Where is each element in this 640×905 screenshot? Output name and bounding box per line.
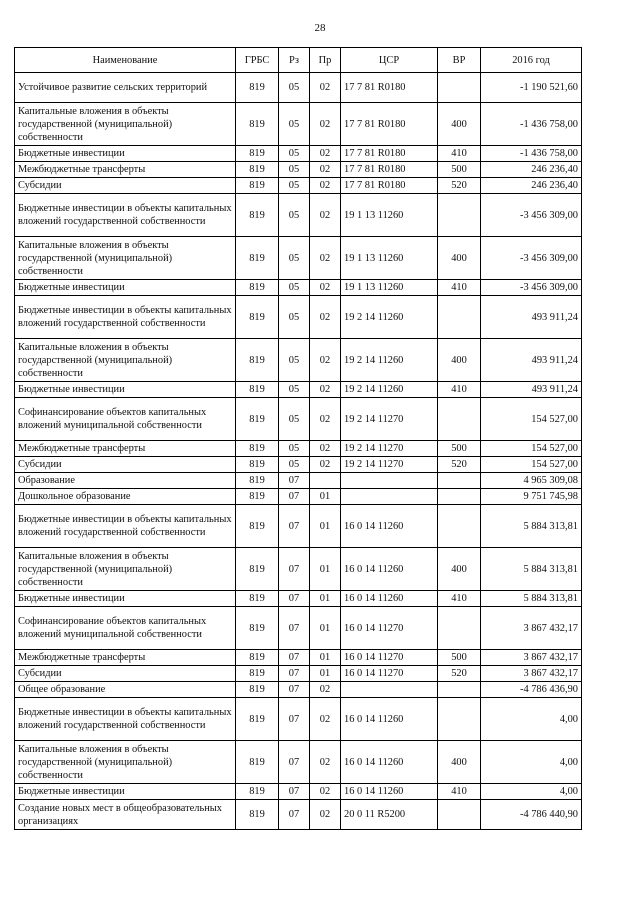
cell-grbs: 819: [236, 194, 279, 237]
cell-pr: 02: [310, 237, 341, 280]
cell-pr: 02: [310, 398, 341, 441]
cell-grbs: 819: [236, 146, 279, 162]
cell-grbs: 819: [236, 682, 279, 698]
cell-csr: 19 1 13 11260: [341, 194, 438, 237]
cell-sum-2016: 4,00: [481, 784, 582, 800]
cell-rz: 07: [279, 741, 310, 784]
cell-name: Бюджетные инвестиции: [15, 784, 236, 800]
cell-vr: 500: [438, 650, 481, 666]
cell-name: Софинансирование объектов капитальных вложений муниципальной собственности: [15, 607, 236, 650]
cell-sum-2016: -3 456 309,00: [481, 280, 582, 296]
cell-csr: [341, 473, 438, 489]
cell-rz: 05: [279, 457, 310, 473]
cell-rz: 07: [279, 591, 310, 607]
cell-rz: 07: [279, 489, 310, 505]
cell-csr: 16 0 14 11260: [341, 784, 438, 800]
cell-vr: 410: [438, 591, 481, 607]
cell-rz: 05: [279, 194, 310, 237]
cell-rz: 07: [279, 698, 310, 741]
table-row: [15, 382, 582, 398]
table-row: [15, 784, 582, 800]
cell-csr: 19 2 14 11270: [341, 398, 438, 441]
cell-csr: 19 2 14 11260: [341, 296, 438, 339]
cell-csr: 17 7 81 R0180: [341, 146, 438, 162]
cell-pr: 01: [310, 591, 341, 607]
cell-pr: 02: [310, 296, 341, 339]
cell-name: Бюджетные инвестиции: [15, 382, 236, 398]
cell-vr: 400: [438, 103, 481, 146]
cell-sum-2016: 5 884 313,81: [481, 505, 582, 548]
table-row: [15, 398, 582, 441]
cell-vr: 410: [438, 146, 481, 162]
column-header-year: 2016 год: [481, 48, 582, 73]
cell-csr: 16 0 14 11270: [341, 607, 438, 650]
table-row: [15, 162, 582, 178]
cell-grbs: 819: [236, 296, 279, 339]
cell-rz: 07: [279, 784, 310, 800]
cell-rz: 05: [279, 178, 310, 194]
cell-pr: 01: [310, 548, 341, 591]
cell-vr: 520: [438, 178, 481, 194]
cell-rz: 05: [279, 339, 310, 382]
table-row: [15, 280, 582, 296]
cell-grbs: 819: [236, 103, 279, 146]
cell-vr: 410: [438, 784, 481, 800]
table-row: [15, 548, 582, 591]
table-row: [15, 607, 582, 650]
column-header-vr: ВР: [438, 48, 481, 73]
cell-grbs: 819: [236, 457, 279, 473]
cell-vr: [438, 800, 481, 830]
table-row: [15, 505, 582, 548]
cell-csr: 19 2 14 11260: [341, 339, 438, 382]
cell-csr: 16 0 14 11260: [341, 698, 438, 741]
cell-vr: [438, 473, 481, 489]
cell-grbs: 819: [236, 73, 279, 103]
cell-rz: 07: [279, 666, 310, 682]
cell-csr: 19 1 13 11260: [341, 237, 438, 280]
cell-grbs: 819: [236, 591, 279, 607]
cell-grbs: 819: [236, 698, 279, 741]
cell-name: Общее образование: [15, 682, 236, 698]
cell-vr: 500: [438, 441, 481, 457]
cell-rz: 07: [279, 682, 310, 698]
table-row: [15, 666, 582, 682]
table-row: [15, 741, 582, 784]
cell-vr: 400: [438, 237, 481, 280]
cell-sum-2016: 493 911,24: [481, 382, 582, 398]
cell-sum-2016: 5 884 313,81: [481, 548, 582, 591]
cell-grbs: 819: [236, 650, 279, 666]
table-row: [15, 146, 582, 162]
cell-sum-2016: 246 236,40: [481, 162, 582, 178]
cell-grbs: 819: [236, 784, 279, 800]
cell-rz: 05: [279, 237, 310, 280]
cell-rz: 07: [279, 505, 310, 548]
cell-name: Капитальные вложения в объекты государственной (муниципальной) собственности: [15, 237, 236, 280]
column-header-pr: Пр: [310, 48, 341, 73]
cell-csr: 16 0 14 11270: [341, 650, 438, 666]
cell-csr: 16 0 14 11260: [341, 505, 438, 548]
cell-pr: 02: [310, 441, 341, 457]
cell-csr: 20 0 11 R5200: [341, 800, 438, 830]
cell-sum-2016: 493 911,24: [481, 296, 582, 339]
cell-name: Бюджетные инвестиции в объекты капитальных вложений государственной собственности: [15, 698, 236, 741]
cell-name: Капитальные вложения в объекты государственной (муниципальной) собственности: [15, 103, 236, 146]
cell-pr: 02: [310, 162, 341, 178]
cell-pr: 02: [310, 280, 341, 296]
table-row: [15, 73, 582, 103]
table-row: [15, 103, 582, 146]
cell-vr: [438, 682, 481, 698]
cell-grbs: 819: [236, 666, 279, 682]
cell-pr: 02: [310, 698, 341, 741]
cell-csr: 16 0 14 11260: [341, 548, 438, 591]
cell-sum-2016: -1 436 758,00: [481, 146, 582, 162]
cell-pr: 02: [310, 339, 341, 382]
cell-csr: 17 7 81 R0180: [341, 73, 438, 103]
cell-csr: 17 7 81 R0180: [341, 103, 438, 146]
table-row: [15, 178, 582, 194]
cell-rz: 07: [279, 800, 310, 830]
column-header-rz: Рз: [279, 48, 310, 73]
cell-name: Капитальные вложения в объекты государственной (муниципальной) собственности: [15, 548, 236, 591]
cell-sum-2016: -1 436 758,00: [481, 103, 582, 146]
cell-pr: 02: [310, 146, 341, 162]
cell-rz: 05: [279, 398, 310, 441]
cell-csr: 17 7 81 R0180: [341, 178, 438, 194]
cell-sum-2016: -3 456 309,00: [481, 194, 582, 237]
cell-name: Бюджетные инвестиции: [15, 146, 236, 162]
cell-pr: 02: [310, 800, 341, 830]
budget-table: [14, 47, 582, 830]
column-header-grbs: ГРБС: [236, 48, 279, 73]
cell-sum-2016: 154 527,00: [481, 398, 582, 441]
cell-grbs: 819: [236, 741, 279, 784]
cell-sum-2016: 4 965 309,08: [481, 473, 582, 489]
page-number: 28: [314, 22, 326, 34]
table-row: [15, 473, 582, 489]
cell-grbs: 819: [236, 162, 279, 178]
table-row: [15, 237, 582, 280]
cell-vr: [438, 296, 481, 339]
cell-name: Бюджетные инвестиции: [15, 591, 236, 607]
cell-sum-2016: -4 786 440,90: [481, 800, 582, 830]
cell-vr: [438, 398, 481, 441]
cell-grbs: 819: [236, 489, 279, 505]
cell-rz: 05: [279, 280, 310, 296]
cell-sum-2016: 246 236,40: [481, 178, 582, 194]
table-row: [15, 339, 582, 382]
cell-grbs: 819: [236, 398, 279, 441]
cell-csr: [341, 489, 438, 505]
cell-csr: 16 0 14 11270: [341, 666, 438, 682]
cell-pr: 01: [310, 489, 341, 505]
cell-vr: 400: [438, 741, 481, 784]
cell-csr: 19 2 14 11260: [341, 382, 438, 398]
cell-name: Создание новых мест в общеобразовательных организациях: [15, 800, 236, 830]
cell-name: Межбюджетные трансферты: [15, 650, 236, 666]
cell-grbs: 819: [236, 237, 279, 280]
cell-sum-2016: 3 867 432,17: [481, 650, 582, 666]
cell-rz: 05: [279, 296, 310, 339]
cell-sum-2016: 3 867 432,17: [481, 666, 582, 682]
cell-name: Софинансирование объектов капитальных вложений муниципальной собственности: [15, 398, 236, 441]
cell-pr: 01: [310, 505, 341, 548]
cell-name: Субсидии: [15, 457, 236, 473]
cell-name: Дошкольное образование: [15, 489, 236, 505]
cell-pr: [310, 473, 341, 489]
cell-pr: 02: [310, 741, 341, 784]
cell-name: Субсидии: [15, 666, 236, 682]
cell-rz: 05: [279, 162, 310, 178]
cell-pr: 01: [310, 650, 341, 666]
cell-vr: 520: [438, 666, 481, 682]
cell-grbs: 819: [236, 607, 279, 650]
column-header-csr: ЦСР: [341, 48, 438, 73]
cell-rz: 05: [279, 441, 310, 457]
cell-pr: 01: [310, 666, 341, 682]
cell-vr: 400: [438, 339, 481, 382]
cell-name: Образование: [15, 473, 236, 489]
table-body: [15, 73, 582, 830]
cell-vr: [438, 698, 481, 741]
cell-vr: 500: [438, 162, 481, 178]
cell-name: Межбюджетные трансферты: [15, 162, 236, 178]
cell-pr: 02: [310, 682, 341, 698]
cell-rz: 05: [279, 73, 310, 103]
column-header-name: Наименование: [15, 48, 236, 73]
cell-csr: 16 0 14 11260: [341, 741, 438, 784]
cell-name: Бюджетные инвестиции в объекты капитальных вложений государственной собственности: [15, 296, 236, 339]
cell-pr: 02: [310, 784, 341, 800]
cell-name: Субсидии: [15, 178, 236, 194]
cell-sum-2016: -3 456 309,00: [481, 237, 582, 280]
cell-sum-2016: 9 751 745,98: [481, 489, 582, 505]
cell-vr: [438, 489, 481, 505]
cell-name: Бюджетные инвестиции в объекты капитальных вложений государственной собственности: [15, 194, 236, 237]
table-row: [15, 682, 582, 698]
table-row: [15, 441, 582, 457]
table-row: [15, 296, 582, 339]
cell-name: Капитальные вложения в объекты государственной (муниципальной) собственности: [15, 741, 236, 784]
cell-name: Устойчивое развитие сельских территорий: [15, 73, 236, 103]
cell-vr: [438, 607, 481, 650]
cell-sum-2016: 154 527,00: [481, 441, 582, 457]
cell-vr: [438, 73, 481, 103]
cell-name: Межбюджетные трансферты: [15, 441, 236, 457]
cell-csr: 17 7 81 R0180: [341, 162, 438, 178]
cell-pr: 02: [310, 382, 341, 398]
table-row: [15, 650, 582, 666]
cell-sum-2016: 493 911,24: [481, 339, 582, 382]
cell-pr: 02: [310, 73, 341, 103]
table-row: [15, 800, 582, 830]
cell-sum-2016: 4,00: [481, 698, 582, 741]
cell-grbs: 819: [236, 441, 279, 457]
cell-vr: 410: [438, 382, 481, 398]
cell-rz: 07: [279, 548, 310, 591]
cell-name: Бюджетные инвестиции в объекты капитальных вложений государственной собственности: [15, 505, 236, 548]
cell-rz: 07: [279, 607, 310, 650]
cell-csr: [341, 682, 438, 698]
cell-rz: 05: [279, 146, 310, 162]
table-row: [15, 489, 582, 505]
cell-pr: 02: [310, 178, 341, 194]
cell-rz: 05: [279, 103, 310, 146]
cell-sum-2016: 3 867 432,17: [481, 607, 582, 650]
cell-name: Бюджетные инвестиции: [15, 280, 236, 296]
cell-pr: 01: [310, 607, 341, 650]
cell-rz: 07: [279, 473, 310, 489]
cell-grbs: 819: [236, 505, 279, 548]
cell-vr: 400: [438, 548, 481, 591]
cell-csr: 16 0 14 11260: [341, 591, 438, 607]
cell-rz: 07: [279, 650, 310, 666]
cell-vr: [438, 505, 481, 548]
cell-csr: 19 2 14 11270: [341, 441, 438, 457]
cell-sum-2016: -4 786 436,90: [481, 682, 582, 698]
cell-pr: 02: [310, 194, 341, 237]
cell-grbs: 819: [236, 548, 279, 591]
cell-grbs: 819: [236, 800, 279, 830]
table-header-row: [15, 48, 582, 73]
cell-rz: 05: [279, 382, 310, 398]
cell-sum-2016: 4,00: [481, 741, 582, 784]
cell-vr: [438, 194, 481, 237]
table-row: [15, 457, 582, 473]
cell-grbs: 819: [236, 473, 279, 489]
cell-sum-2016: -1 190 521,60: [481, 73, 582, 103]
cell-sum-2016: 5 884 313,81: [481, 591, 582, 607]
cell-sum-2016: 154 527,00: [481, 457, 582, 473]
cell-csr: 19 1 13 11260: [341, 280, 438, 296]
cell-csr: 19 2 14 11270: [341, 457, 438, 473]
cell-vr: 520: [438, 457, 481, 473]
table-row: [15, 194, 582, 237]
cell-vr: 410: [438, 280, 481, 296]
cell-grbs: 819: [236, 382, 279, 398]
cell-pr: 02: [310, 103, 341, 146]
cell-grbs: 819: [236, 339, 279, 382]
cell-grbs: 819: [236, 280, 279, 296]
cell-pr: 02: [310, 457, 341, 473]
table-row: [15, 591, 582, 607]
table-row: [15, 698, 582, 741]
cell-name: Капитальные вложения в объекты государственной (муниципальной) собственности: [15, 339, 236, 382]
cell-grbs: 819: [236, 178, 279, 194]
